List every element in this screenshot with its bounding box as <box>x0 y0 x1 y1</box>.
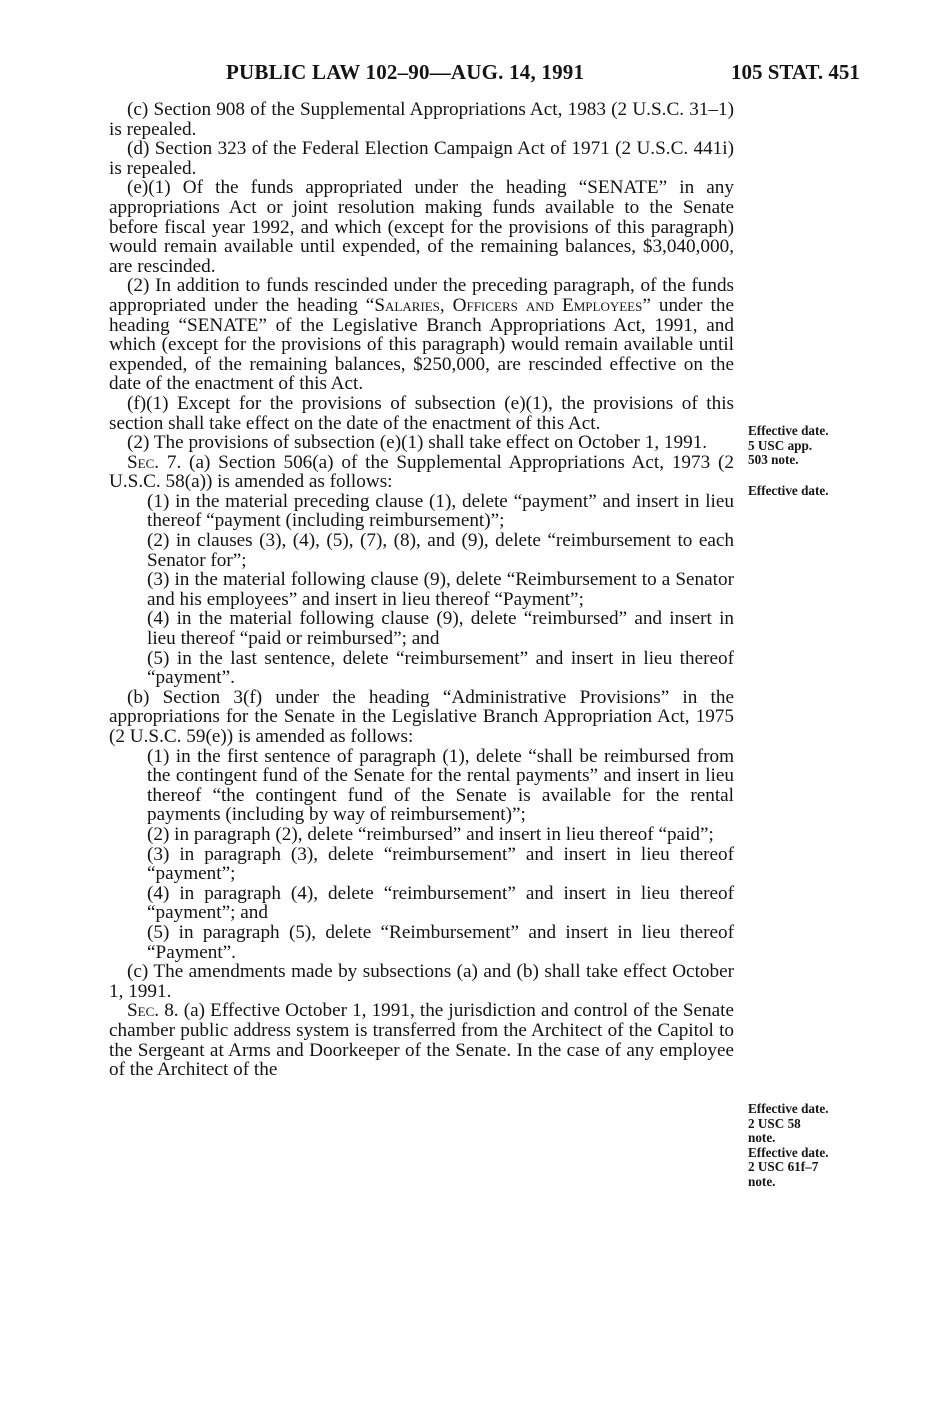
sec7-b-clause-2: (2) in paragraph (2), delete “reimbursed” and insert in lieu thereof “paid”; <box>147 823 714 845</box>
paragraph-f2-effective: (2) The provisions of subsection (e)(1) shall take effect on October 1, 1991. <box>127 432 708 454</box>
margin-note-effective-date-2 <box>748 484 898 499</box>
section-8-intro <box>109 1001 734 1079</box>
stat-page-number: 105 STAT. 451 <box>731 60 860 84</box>
margin-note-effective-date-3 <box>748 1102 898 1189</box>
section-8-text: (a) Effective October 1, 1991, the jurisdiction and control of the Senate chamber public address system is transferred from the Architect of the Capitol to the Sergeant at Arms and Doorkeeper of the Senate. In the case of any employee of the Architect of the <box>109 1000 734 1081</box>
margin-note-line: Effective date. <box>748 1144 829 1160</box>
public-law-heading: PUBLIC LAW 102–90—AUG. 14, 1991 <box>226 60 585 84</box>
sec7-a-clause-5: (5) in the last sentence, delete “reimbursement” and insert in lieu thereof “payment”. <box>147 647 734 689</box>
sec7-b-clause-1: (1) in the first sentence of paragraph (1), delete “shall be reimbursed from the contingent fund of the Senate for the rental payments” and insert in lieu thereof “the contingent fund of the Senate is available for the rental payments (including by way of reimbursement)”; <box>147 745 734 826</box>
margin-note-line: 503 note. <box>748 452 799 467</box>
margin-note-line: 2 USC 61f–7 <box>748 1159 819 1174</box>
margin-note-line: Effective date. <box>748 483 829 498</box>
section-7-intro <box>109 453 734 492</box>
sec7-b-intro: (b) Section 3(f) under the heading “Administrative Provisions” in the appropriations for the Senate in the Legislative Branch Appropriation Act, 1975 (2 U.S.C. 59(e)) is amended as follows: <box>109 686 734 747</box>
heading-salaries-officers-employees: Salaries, Officers and Employees <box>374 294 643 316</box>
margin-note-line: note. <box>748 1173 776 1189</box>
sec7-b-clause-4: (4) in paragraph (4), delete “reimbursement” and insert in lieu thereof “payment”; and <box>147 882 734 924</box>
paragraph-e1-rescission: (e)(1) Of the funds appropriated under the heading “SENATE” in any appropriations Act or joint resolution making funds available to the Senate before fiscal year 1992, and which (except for the provisions of this paragraph) would remain available until expended, of the remaining balances, $3,040,000, are rescinded. <box>109 177 734 277</box>
sec7-a-clause-2: (2) in clauses (3), (4), (5), (7), (8), and (9), delete “reimbursement to each Senator for”; <box>147 530 734 571</box>
paragraph-e2-text-b: ” under the heading “SENATE” of the Legislative Branch Appropriations Act, 1991, and which (except for the provisions of this paragraph) would remain available until expended, of the remaining balances, $250,000, are rescinded effective on the date of the enactment of this Act. <box>109 294 734 395</box>
sec7-c-effective: (c) The amendments made by subsections (a) and (b) shall take effect October 1, 1991. <box>109 961 734 1002</box>
margin-note-effective-date-1 <box>748 424 898 468</box>
sec7-a-clause-4: (4) in the material following clause (9), delete “reimbursed” and insert in lieu thereof “paid or reimbursed”; and <box>147 608 734 650</box>
statute-body <box>109 100 734 1080</box>
sec7-a-clause-1: (1) in the material preceding clause (1), delete “payment” and insert in lieu thereof “payment (including reimbursement)”; <box>147 490 734 532</box>
paragraph-f1-effective: (f)(1) Except for the provisions of subsection (e)(1), the provisions of this section shall take effect on the date of the enactment of this Act. <box>109 392 734 434</box>
sec7-a-clause-3: (3) in the material following clause (9), delete “Reimbursement to a Senator and his employees” and insert in lieu thereof “Payment”; <box>147 569 734 610</box>
margin-note-line: 5 USC app. <box>748 437 813 453</box>
paragraph-d-section-323: (d) Section 323 of the Federal Election Campaign Act of 1971 (2 U.S.C. 441i) is repealed. <box>109 138 734 179</box>
sec7-b-clause-5: (5) in paragraph (5), delete “Reimbursement” and insert in lieu thereof “Payment”. <box>147 921 734 963</box>
page-header <box>0 60 949 90</box>
sec7-b-clause-3: (3) in paragraph (3), delete “reimbursement” and insert in lieu thereof “payment”; <box>147 843 734 885</box>
margin-note-line: Effective date. <box>748 423 829 438</box>
margin-note-line: Effective date. <box>748 1101 829 1116</box>
margin-note-line: 2 USC 58 <box>748 1115 801 1131</box>
section-8-label: Sec. 8. <box>127 1000 179 1022</box>
section-7-text: (a) Section 506(a) of the Supplemental Appropriations Act, 1973 (2 U.S.C. 58(a)) is amended as follows: <box>109 451 734 493</box>
paragraph-e2-text-a: (2) In addition to funds rescinded under the preceding paragraph, of the funds appropriated under the heading “ <box>109 275 734 316</box>
section-7-label: Sec. 7. <box>127 451 182 473</box>
paragraph-e2-rescission <box>109 276 734 394</box>
paragraph-c-section-908: (c) Section 908 of the Supplemental Appropriations Act, 1983 (2 U.S.C. 31–1) is repealed. <box>109 99 734 140</box>
margin-note-line: note. <box>748 1130 776 1145</box>
